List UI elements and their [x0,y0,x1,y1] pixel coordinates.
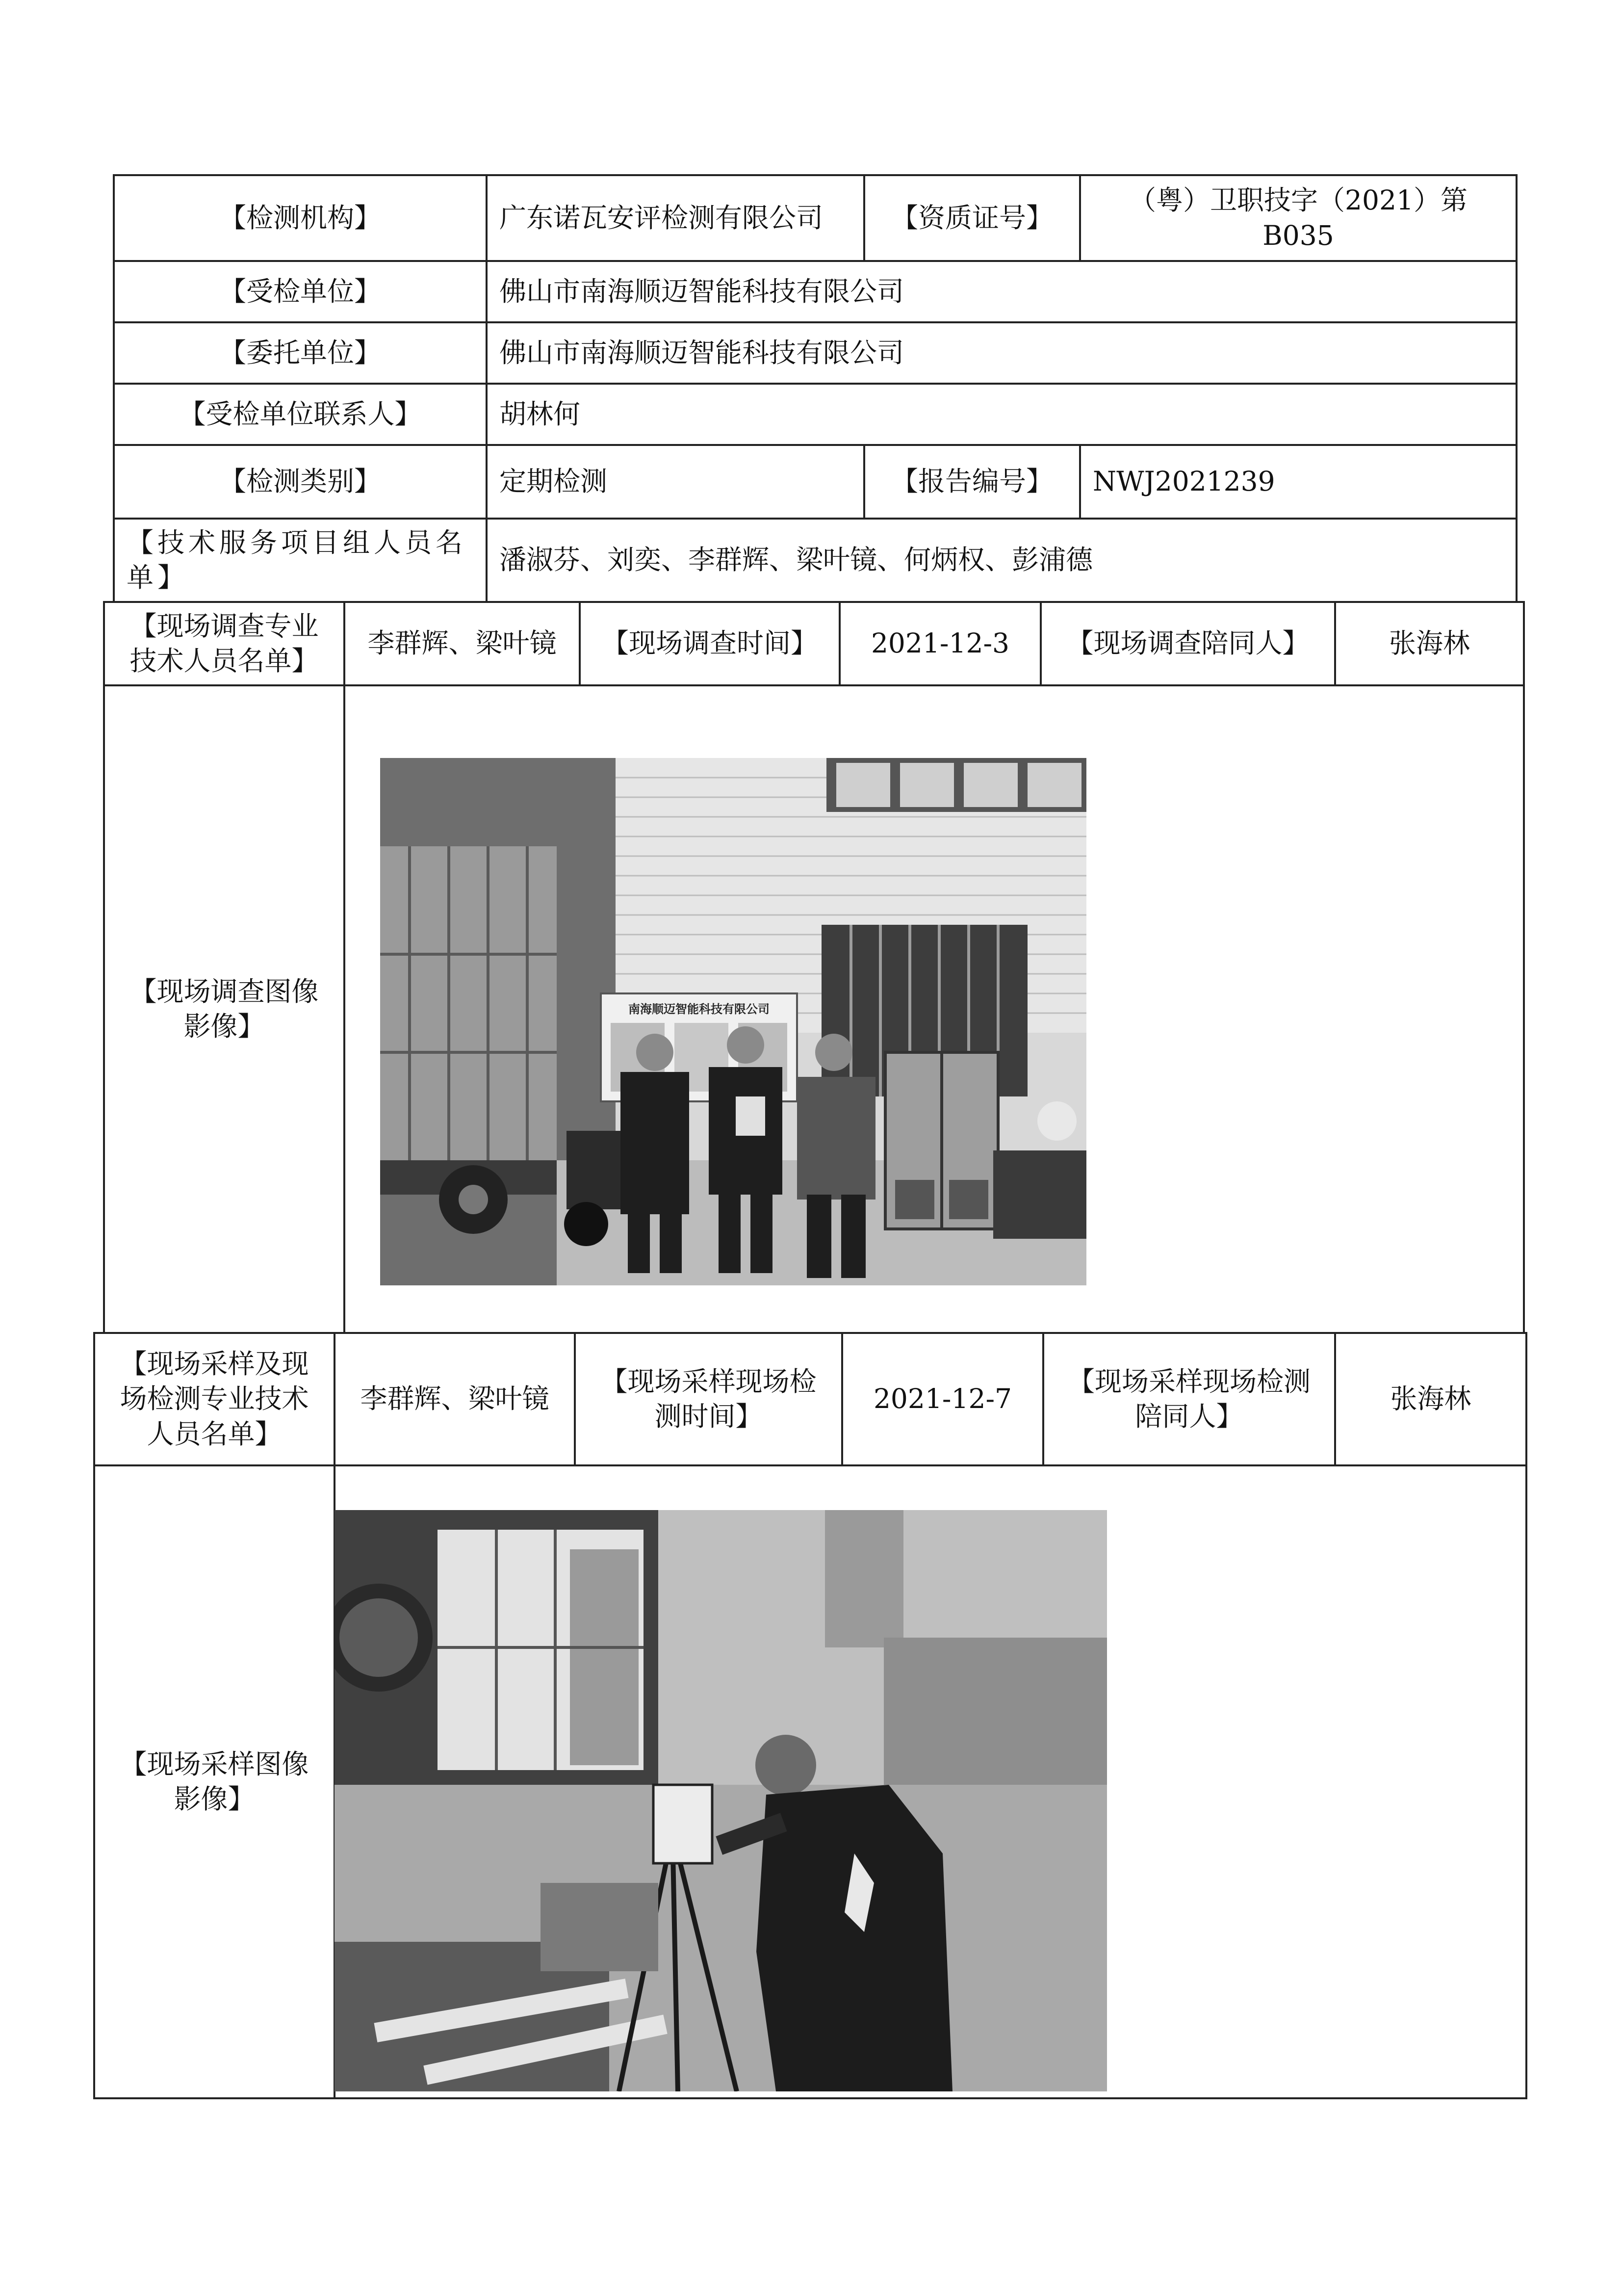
contact-label: 【受检单位联系人】 [114,384,487,445]
team-label: 【技术服务项目组人员名单】 [114,519,487,602]
report-no-value: NWJ2021239 [1080,445,1517,519]
sampling-time-label: 【现场采样现场检测时间】 [575,1333,842,1465]
inspected-label: 【受检单位】 [114,261,487,322]
sampling-photo [335,1510,1107,2091]
survey-time-label: 【现场调查时间】 [580,602,840,685]
survey-photo [380,758,1086,1285]
category-value: 定期检测 [487,445,864,519]
inspected-value: 佛山市南海顺迈智能科技有限公司 [487,261,1517,322]
survey-photo-label: 【现场调查图像影像】 [104,685,344,1333]
sampling-escort-value: 张海林 [1335,1333,1526,1465]
survey-escort-value: 张海林 [1335,602,1524,685]
team-value: 潘淑芬、刘奕、李群辉、梁叶镜、何炳权、彭浦德 [487,519,1517,602]
agency-value: 广东诺瓦安评检测有限公司 [487,175,864,261]
sampling-staff-label: 【现场采样及现场检测专业技术人员名单】 [94,1333,335,1465]
survey-photo-sign: 南海顺迈智能科技有限公司 [628,1002,770,1016]
cert-value: （粤）卫职技字（2021）第 B035 [1080,175,1517,261]
client-value: 佛山市南海顺迈智能科技有限公司 [487,322,1517,384]
report-no-label: 【报告编号】 [864,445,1080,519]
survey-staff-value: 李群辉、梁叶镜 [344,602,580,685]
sampling-staff-value: 李群辉、梁叶镜 [335,1333,575,1465]
client-label: 【委托单位】 [114,322,487,384]
contact-value: 胡林何 [487,384,1517,445]
category-label: 【检测类别】 [114,445,487,519]
survey-escort-label: 【现场调查陪同人】 [1041,602,1335,685]
sampling-time-value: 2021-12-7 [842,1333,1043,1465]
cert-label: 【资质证号】 [864,175,1080,261]
header-table [113,174,1518,603]
sampling-escort-label: 【现场采样现场检测陪同人】 [1043,1333,1335,1465]
survey-staff-label: 【现场调查专业技术人员名单】 [104,602,344,685]
agency-label: 【检测机构】 [114,175,487,261]
survey-time-value: 2021-12-3 [840,602,1041,685]
sampling-photo-label: 【现场采样图像影像】 [94,1465,335,2098]
